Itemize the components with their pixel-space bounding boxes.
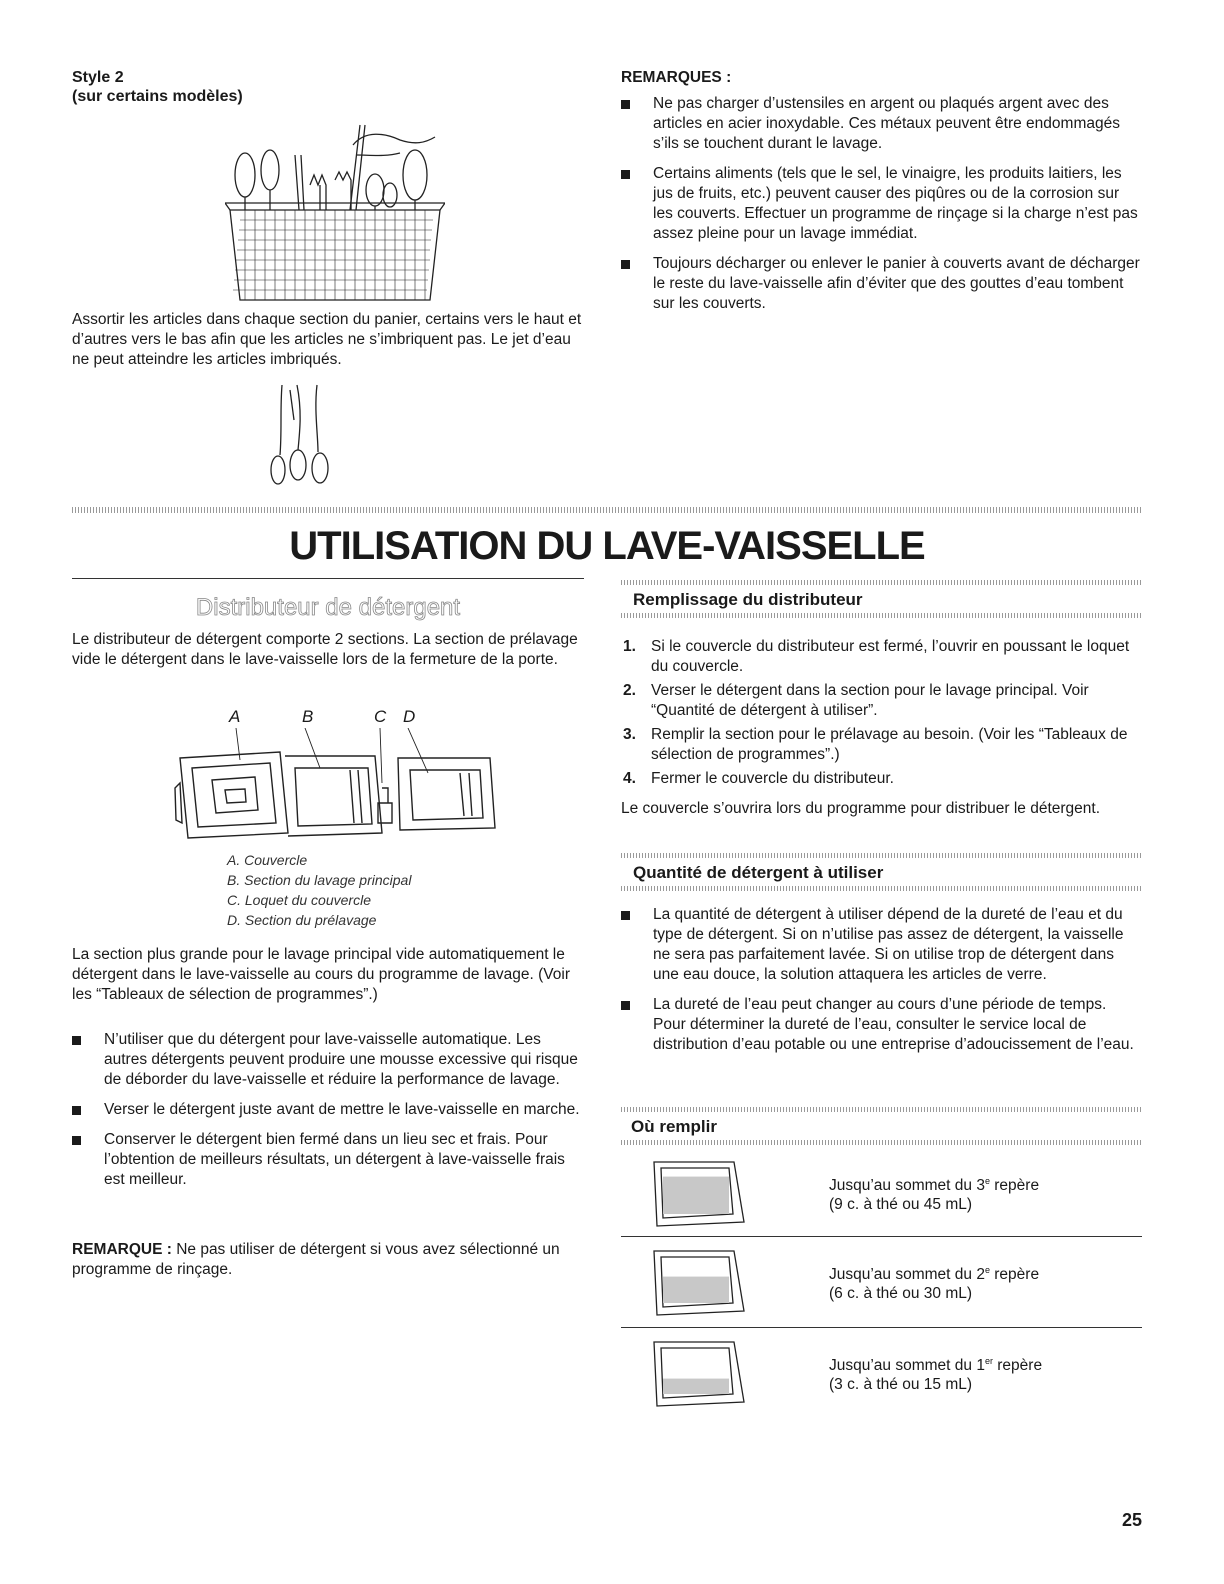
quantite-heading: Quantité de détergent à utiliser — [633, 863, 884, 882]
quantite-section — [621, 853, 1142, 891]
remarques-heading: REMARQUES : — [621, 69, 732, 86]
label-d: D — [403, 707, 416, 726]
spoons-illustration — [262, 380, 342, 490]
list-item: 2. Verser le détergent dans la section pour le lavage principal. Voir “Quantité de détergent à utiliser”. — [623, 682, 1089, 719]
legend-item: A. Couvercle — [227, 852, 308, 868]
level-text: Jusqu’au sommet du 1er repère (3 c. à thé ou 15 mL) — [829, 1356, 1043, 1394]
label-b: B — [302, 707, 314, 726]
dispenser-fill-icon — [649, 1340, 769, 1408]
list-item: Verser le détergent juste avant de mettre le lave-vaisselle en marche. — [72, 1100, 587, 1120]
list-item: Certains aliments (tels que le sel, le vinaigre, les produits laitiers, les jus de fruits, etc.) peuvent causer des piqûres ou de la corrosion sur les couverts. Effectuer un programme de rinçage si la charge n’est pas assez pleine pour un lavage immédiat. — [621, 164, 1141, 244]
note-text: Ne pas utiliser de détergent si vous avez sélectionné un programme de rinçage. — [72, 1241, 560, 1278]
list-item: Conserver le détergent bien fermé dans un lieu sec et frais. Pour l’obtention de meilleurs résultats, un détergent à lave-vaisselle frais est meilleur. — [72, 1130, 587, 1190]
dispenser-fill-icon — [649, 1249, 769, 1317]
page-number: 25 — [1121, 1510, 1142, 1530]
level-rows — [621, 1160, 1142, 1418]
page-title: UTILISATION DU LAVE-VAISSELLE — [289, 524, 925, 568]
silverware-basket-illustration — [225, 115, 445, 310]
label-c: C — [374, 707, 387, 726]
ou-remplir-heading: Où remplir — [631, 1117, 717, 1136]
level-row — [621, 1249, 1142, 1327]
distributeur-bullets — [72, 1030, 587, 1200]
remarques-section — [621, 68, 1141, 324]
section-rule — [621, 613, 1142, 618]
dispenser-fill-icon — [649, 1160, 769, 1228]
legend-item: C. Loquet du couvercle — [227, 892, 371, 908]
ou-remplir-section — [621, 1107, 1142, 1145]
remplissage-section — [621, 580, 1142, 618]
list-item: 3. Remplir la section pour le prélavage au besoin. (Voir les “Tableaux de sélection de programmes”.) — [623, 726, 1128, 763]
list-item: N’utiliser que du détergent pour lave-vaisselle automatique. Les autres détergents peuvent produire une mousse excessive qui risque de déborder du lave-vaisselle et réduire la performance de lavage. — [72, 1030, 587, 1090]
row-divider — [621, 1236, 1142, 1237]
row-divider — [621, 1327, 1142, 1328]
list-item: La quantité de détergent à utiliser dépend de la dureté de l’eau et du type de détergent. Si on n’utilise pas assez de détergent, la vaisselle ne sera pas parfaitement lavée. Si on utilise trop de détergent dans une eau douce, la solution attaquera les articles de verre. — [621, 905, 1142, 985]
quantite-bullets — [621, 905, 1142, 1065]
list-item: 4. Fermer le couvercle du distributeur. — [623, 770, 894, 787]
remplissage-heading: Remplissage du distributeur — [633, 590, 863, 609]
section-rule — [621, 886, 1142, 891]
legend-item: B. Section du lavage principal — [227, 872, 412, 888]
style2-section — [72, 68, 592, 106]
detergent-dispenser-illustration — [170, 728, 500, 843]
list-item: La dureté de l’eau peut changer au cours d’une période de temps. Pour déterminer la dureté de l’eau, consulter le service local de distribution d’eau potable ou une entreprise d’adoucissement de l’eau. — [621, 995, 1142, 1055]
style2-paragraph: Assortir les articles dans chaque section du panier, certains vers le haut et d’autres vers le bas afin que les articles ne s’imbriquent pas. Le jet d’eau ne peut atteindre les articles imbriqués. — [72, 311, 582, 368]
section-rule — [72, 578, 584, 579]
title-divider — [72, 507, 1142, 513]
remplissage-closing: Le couvercle s’ouvrira lors du programme pour distribuer le détergent. — [621, 800, 1101, 817]
distributeur-paragraph: La section plus grande pour le lavage principal vide automatiquement le détergent dans le lave-vaisselle au cours du programme de lavage. (Voir les “Tableaux de sélection de programmes”.) — [72, 946, 570, 1003]
list-item: Ne pas charger d’ustensiles en argent ou plaqués argent avec des articles en acier inoxydable. Ces métaux peuvent être endommagés s’ils se touchent durant le lavage. — [621, 94, 1141, 154]
distributeur-heading: Distributeur de détergent — [195, 594, 461, 621]
level-row — [621, 1340, 1142, 1418]
distributeur-intro: Le distributeur de détergent comporte 2 sections. La section de prélavage vide le détergent dans le lave-vaisselle lors de la fermeture de la porte. — [72, 631, 578, 668]
distributeur-note — [72, 1240, 587, 1280]
list-item: 1. Si le couvercle du distributeur est fermé, l’ouvrir en poussant le loquet du couvercle. — [623, 638, 1130, 675]
label-a: A — [229, 707, 241, 726]
section-rule — [621, 1140, 1142, 1145]
dispenser-legend — [227, 850, 527, 930]
remplissage-steps — [621, 637, 1142, 793]
style2-subtitle: (sur certains modèles) — [72, 88, 243, 105]
level-row — [621, 1160, 1142, 1236]
note-label: REMARQUE : — [72, 1241, 172, 1258]
level-text: Jusqu’au sommet du 2e repère (6 c. à thé ou 30 mL) — [829, 1265, 1040, 1303]
legend-item: D. Section du prélavage — [227, 912, 377, 928]
style2-title: Style 2 — [72, 69, 124, 86]
list-item: Toujours décharger ou enlever le panier à couverts avant de décharger le reste du lave-vaisselle afin d’éviter que des gouttes d’eau tombent sur les couverts. — [621, 254, 1141, 314]
level-text: Jusqu’au sommet du 3e repère (9 c. à thé ou 45 mL) — [829, 1176, 1040, 1214]
